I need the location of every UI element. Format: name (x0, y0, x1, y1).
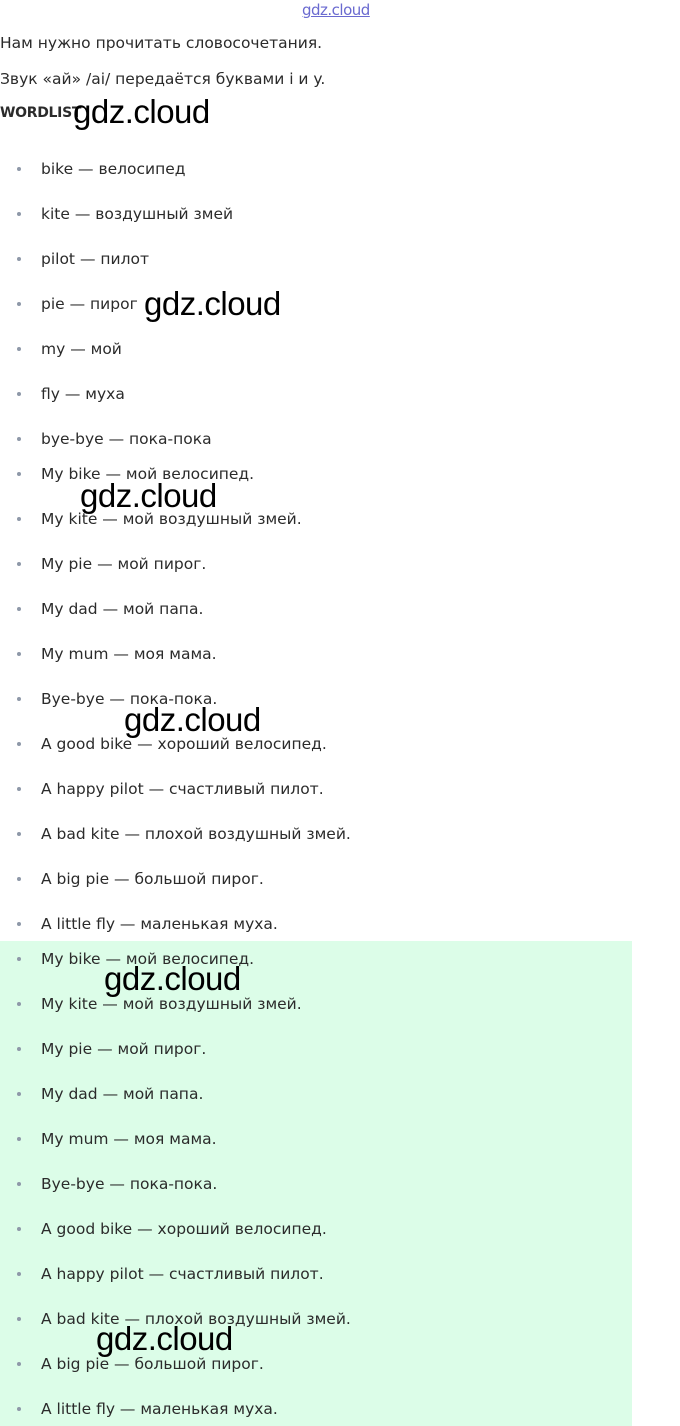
list-item-text: bike — велосипед (41, 160, 186, 178)
bullet-icon (17, 302, 21, 306)
bullet-icon (17, 1047, 21, 1051)
bullet-icon (17, 787, 21, 791)
bullet-icon (17, 1002, 21, 1006)
list-item-text: My pie — мой пирог. (41, 1040, 207, 1058)
list-item-text: My dad — мой папа. (41, 1085, 204, 1103)
watermark: gdz.cloud (144, 285, 281, 322)
list-item-text: Bye-bye — пока-пока. (41, 1175, 218, 1193)
list-item-text: A bad kite — плохой воздушный змей. (41, 1310, 351, 1328)
list-item-text: A happy pilot — счастливый пилот. (41, 1265, 324, 1283)
bullet-icon (17, 392, 21, 396)
bullet-icon (17, 1362, 21, 1366)
list-item-text: bye-bye — пока-пока (41, 430, 212, 448)
bullet-icon (17, 437, 21, 441)
list-item-text: Bye-bye — пока-пока. (41, 690, 218, 708)
bullet-icon (17, 1272, 21, 1276)
watermark: gdz.cloud (96, 1320, 233, 1357)
bullet-icon (17, 1092, 21, 1096)
list-item-text: A little fly — маленькая муха. (41, 1400, 278, 1418)
watermark: gdz.cloud (73, 93, 210, 130)
bullet-icon (17, 1407, 21, 1411)
list-item-text: pie — пирог (41, 295, 138, 313)
bullet-icon (17, 607, 21, 611)
bullet-icon (17, 517, 21, 521)
bullet-icon (17, 472, 21, 476)
list-item-text: My bike — мой велосипед. (41, 950, 255, 968)
list-item-text: A bad kite — плохой воздушный змей. (41, 825, 351, 843)
watermark: gdz.cloud (124, 701, 261, 738)
intro-line-2: Звук «ай» /ai/ передаётся буквами i и y. (0, 70, 326, 88)
list-item-text: My kite — мой воздушный змей. (41, 995, 302, 1013)
bullet-icon (17, 922, 21, 926)
bullet-icon (17, 1137, 21, 1141)
bullet-icon (17, 652, 21, 656)
bullet-icon (17, 562, 21, 566)
list-item-text: A little fly — маленькая муха. (41, 915, 278, 933)
list-item-text: My mum — моя мама. (41, 1130, 217, 1148)
watermark: gdz.cloud (104, 960, 241, 997)
bullet-icon (17, 877, 21, 881)
bullet-icon (17, 347, 21, 351)
list-item-text: pilot — пилот (41, 250, 149, 268)
bullet-icon (17, 167, 21, 171)
bullet-icon (17, 832, 21, 836)
list-item-text: My kite — мой воздушный змей. (41, 510, 302, 528)
watermark-top: gdz.cloud (302, 1, 370, 19)
list-item-text: My mum — моя мама. (41, 645, 217, 663)
bullet-icon (17, 957, 21, 961)
bullet-icon (17, 1227, 21, 1231)
intro-line-1: Нам нужно прочитать словосочетания. (0, 34, 323, 52)
list-item-text: A big pie — большой пирог. (41, 1355, 264, 1373)
watermark: gdz.cloud (80, 477, 217, 514)
wordlist-heading: WORDLIST (0, 105, 82, 121)
list-item-text: My bike — мой велосипед. (41, 465, 255, 483)
list-item-text: A good bike — хороший велосипед. (41, 1220, 327, 1238)
bullet-icon (17, 697, 21, 701)
list-item-text: A happy pilot — счастливый пилот. (41, 780, 324, 798)
bullet-icon (17, 257, 21, 261)
bullet-icon (17, 742, 21, 746)
list-item-text: kite — воздушный змей (41, 205, 234, 223)
bullet-icon (17, 1317, 21, 1321)
list-item-text: My pie — мой пирог. (41, 555, 207, 573)
list-item-text: My dad — мой папа. (41, 600, 204, 618)
list-item-text: fly — муха (41, 385, 125, 403)
list-item-text: my — мой (41, 340, 122, 358)
bullet-icon (17, 1182, 21, 1186)
bullet-icon (17, 212, 21, 216)
list-item-text: A big pie — большой пирог. (41, 870, 264, 888)
list-item-text: A good bike — хороший велосипед. (41, 735, 327, 753)
